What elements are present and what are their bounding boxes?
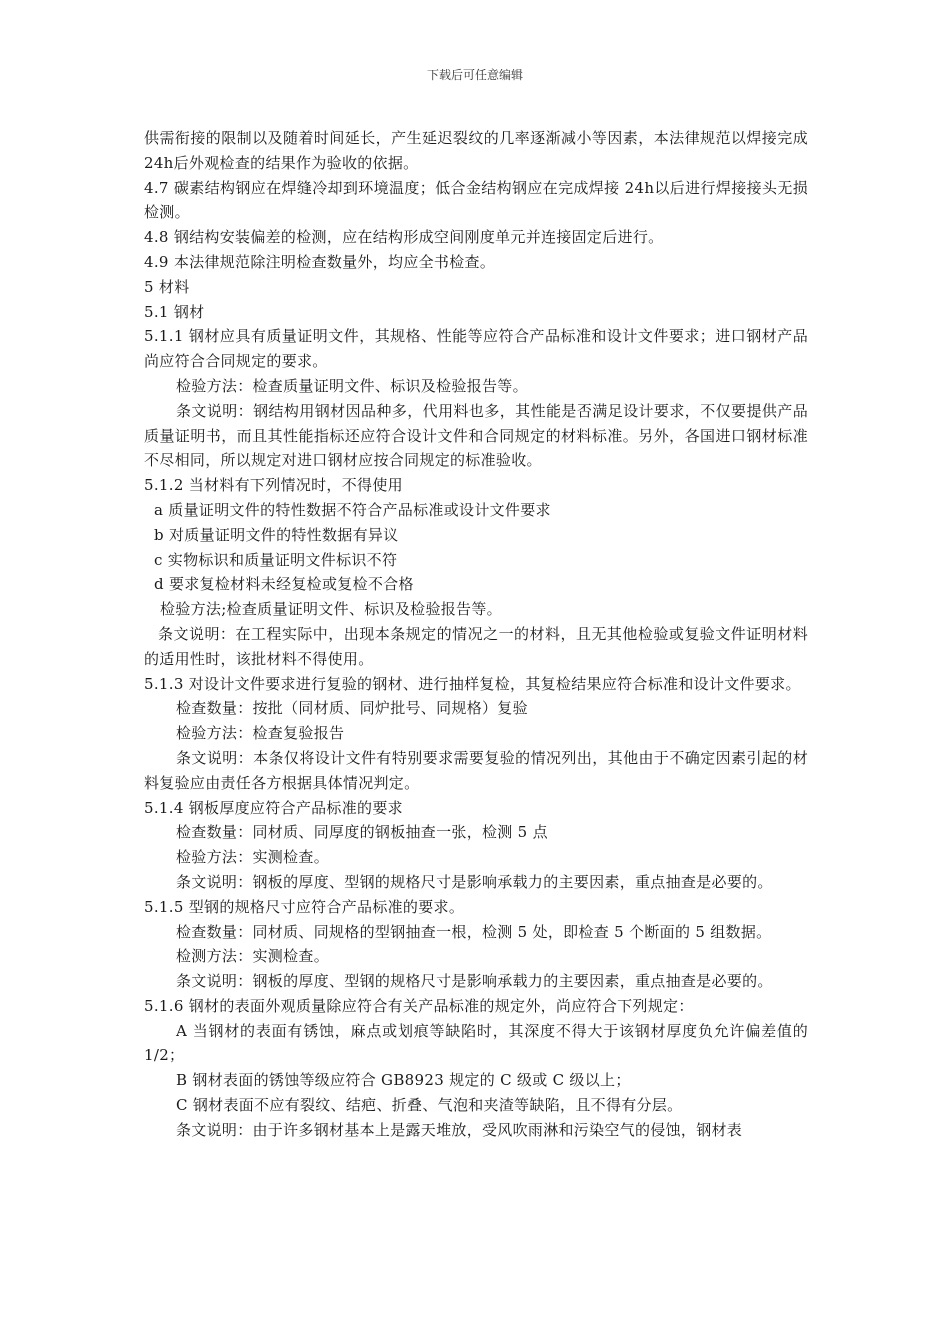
clause-explanation: 条文说明：由于许多钢材基本上是露天堆放，受风吹雨淋和污染空气的侵蚀，钢材表 [176, 1120, 743, 1139]
list-item-a: a 质量证明文件的特性数据不符合产品标准或设计文件要求 [154, 500, 551, 519]
list-item-b: b 对质量证明文件的特性数据有异议 [154, 525, 399, 544]
list-item-c: c 实物标识和质量证明文件标识不符 [154, 550, 398, 569]
clause-explanation: 条文说明：钢结构用钢材因品种多，代用料也多，其性能是否满足设计要求，不仅要提供产品质量证明书，而且其性能指标还应符合设计文件和合同规定的材料标准。另外，各国进口钢材标准不尽相同，所以规定对进口钢材应按合同规定的标准验收。 [144, 401, 808, 470]
inspection-quantity: 检查数量：按批（同材质、同炉批号、同规格）复验 [176, 699, 528, 718]
clause-5-1-1: 5.1.1 钢材应具有质量证明文件，其规格、性能等应符合产品标准和设计文件要求；进口钢材产品尚应符合合同规定的要求。 [144, 327, 808, 371]
list-item-B: B 钢材表面的锈蚀等级应符合 GB8923 规定的 C 级或 C 级以上； [176, 1071, 631, 1090]
inspection-method: 检验方法：检查复验报告 [176, 724, 345, 743]
clause-explanation: 条文说明：钢板的厚度、型钢的规格尺寸是影响承载力的主要因素，重点抽查是必要的。 [176, 872, 773, 891]
inspection-method: 检验方法：实测检查。 [176, 848, 330, 867]
clause-5-1-2: 5.1.2 当材料有下列情况时，不得使用 [144, 476, 403, 495]
section-heading-steel: 5.1 钢材 [144, 302, 205, 321]
clause-explanation: 条文说明：钢板的厚度、型钢的规格尺寸是影响承载力的主要因素，重点抽查是必要的。 [176, 972, 773, 991]
clause-explanation: 条文说明：在工程实际中，出现本条规定的情况之一的材料，且无其他检验或复验文件证明材料的适用性时，该批材料不得使用。 [144, 624, 808, 668]
list-item-A: A 当钢材的表面有锈蚀，麻点或划痕等缺陷时，其深度不得大于该钢材厚度负允许偏差值的 1/2； [144, 1021, 808, 1065]
inspection-quantity: 检查数量：同材质、同规格的型钢抽查一根，检测 5 处，即检查 5 个断面的 5 组数据。 [176, 922, 772, 941]
clause-4-7: 4.7 碳素结构钢应在焊缝冷却到环境温度；低合金结构钢应在完成焊接 24h以后进行焊接接头无损检测。 [144, 178, 808, 222]
inspection-method: 检测方法：实测检查。 [176, 947, 330, 966]
inspection-method: 检验方法：检查质量证明文件、标识及检验报告等。 [176, 376, 528, 395]
inspection-method: 检验方法;检查质量证明文件、标识及检验报告等。 [160, 600, 502, 619]
section-heading-materials: 5 材料 [144, 277, 190, 296]
list-item-C: C 钢材表面不应有裂纹、结疤、折叠、气泡和夹渣等缺陷，且不得有分层。 [176, 1096, 683, 1115]
page-header: 下载后可任意编辑 [426, 68, 523, 82]
inspection-quantity: 检查数量：同材质、同厚度的钢板抽查一张，检测 5 点 [176, 823, 548, 842]
document-body [144, 126, 808, 1143]
clause-5-1-4: 5.1.4 钢板厚度应符合产品标准的要求 [144, 798, 403, 817]
paragraph: 供需衔接的限制以及随着时间延长，产生延迟裂纹的几率逐渐减小等因素，本法律规范以焊接完成24h后外观检查的结果作为验收的依据。 [144, 129, 808, 172]
clause-5-1-5: 5.1.5 型钢的规格尺寸应符合产品标准的要求。 [144, 897, 465, 916]
clause-5-1-3: 5.1.3 对设计文件要求进行复验的钢材、进行抽样复检，其复检结果应符合标准和设计文件要求。 [144, 674, 801, 693]
clause-5-1-6: 5.1.6 钢材的表面外观质量除应符合有关产品标准的规定外，尚应符合下列规定： [144, 996, 694, 1015]
clause-4-8: 4.8 钢结构安装偏差的检测，应在结构形成空间刚度单元并连接固定后进行。 [144, 228, 664, 247]
clause-4-9: 4.9 本法律规范除注明检查数量外，均应全书检查。 [144, 252, 496, 271]
clause-explanation: 条文说明：本条仅将设计文件有特别要求需要复验的情况列出，其他由于不确定因素引起的材料复验应由责任各方根据具体情况判定。 [144, 748, 808, 792]
list-item-d: d 要求复检材料未经复检或复检不合格 [154, 575, 414, 594]
